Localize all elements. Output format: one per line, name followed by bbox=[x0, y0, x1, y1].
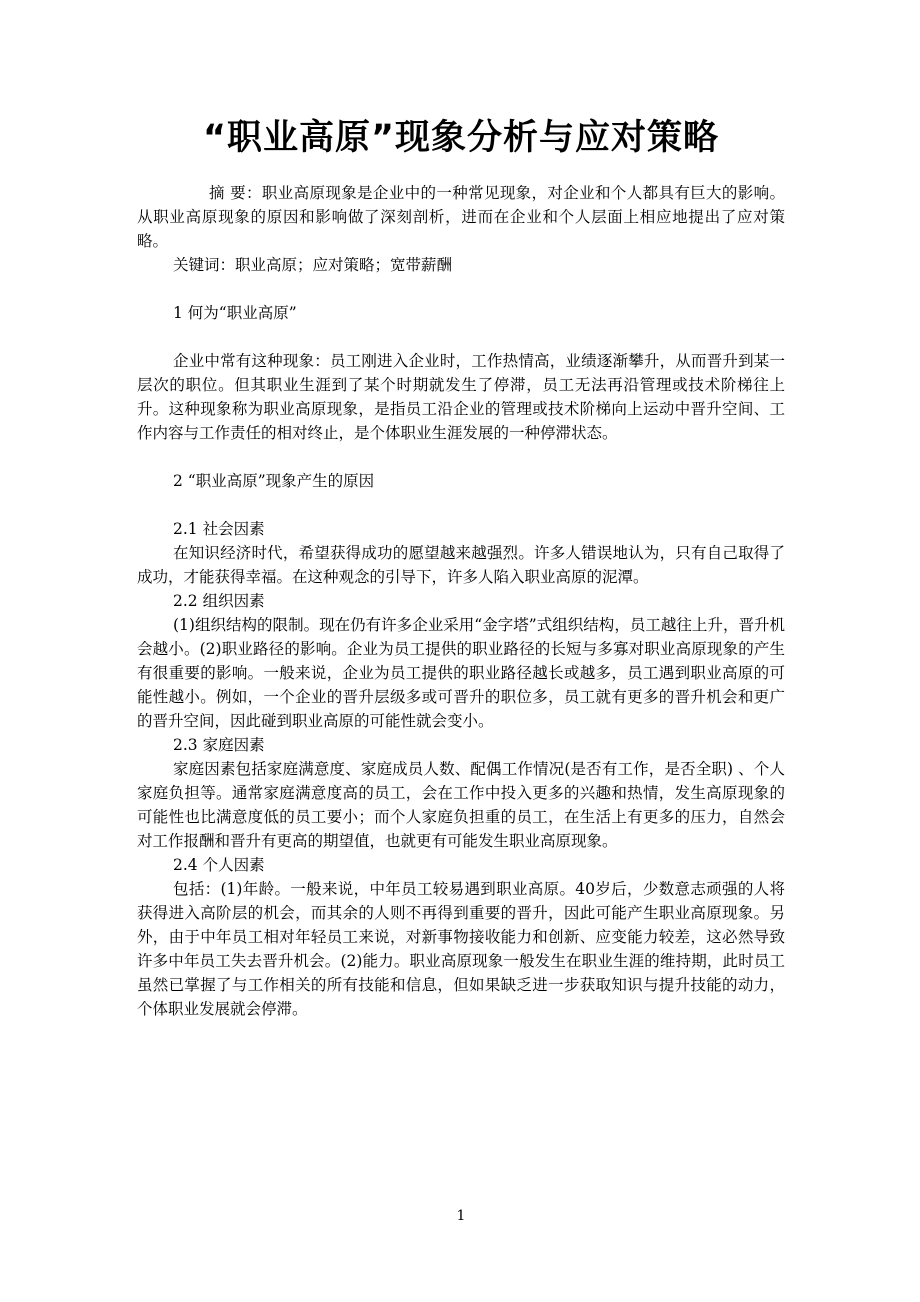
section-2-2-heading: 2.2 组织因素 bbox=[173, 592, 265, 610]
section-2-1-heading: 2.1 社会因素 bbox=[173, 520, 265, 538]
section-1-paragraph: 企业中常有这种现象：员工刚进入企业时，工作热情高，业绩逐渐攀升，从而晋升到某一层次的职位。但其职业生涯到了某个时期就发生了停滞，员工无法再沿管理或技术阶梯往上升。这种现象称为职业高原现象，是指员工沿企业的管理或技术阶梯向上运动中晋升空间、工作内容与工作责任的相对终止，是个体职业生涯发展的一种停滞状态。 bbox=[137, 352, 785, 442]
section-2-1-paragraph: 在知识经济时代，希望获得成功的愿望越来越强烈。许多人错误地认为，只有自己取得了成功，才能获得幸福。在这种观念的引导下，许多人陷入职业高原的泥潭。 bbox=[137, 544, 785, 586]
section-2-3-heading: 2.3 家庭因素 bbox=[173, 736, 265, 754]
section-1-heading: 1 何为“职业高原” bbox=[173, 304, 297, 322]
keywords-line: 关键词：职业高原；应对策略；宽带薪酬 bbox=[173, 256, 453, 274]
document-title: “职业高原”现象分析与应对策略 bbox=[202, 118, 719, 158]
spacer bbox=[137, 277, 785, 301]
section-2-4-paragraph: 包括：(1)年龄。一般来说，中年员工较易遇到职业高原。40岁后，少数意志顽强的人将获得进入高阶层的机会，而其余的人则不再得到重要的晋升，因此可能产生职业高原现象。另外，由于中年员工相对年轻员工来说，对新事物接收能力和创新、应变能力较差，这必然导致许多中年员工失去晋升机会。(2)能力。职业高原现象一般发生在职业生涯的维持期，此时员工虽然已掌握了与工作相关的所有技能和信息，但如果缺乏进一步获取知识与提升技能的动力，个体职业发展就会停滞。 bbox=[137, 880, 785, 1018]
spacer bbox=[137, 445, 785, 469]
section-2-3-paragraph: 家庭因素包括家庭满意度、家庭成员人数、配偶工作情况(是否有工作，是否全职) 、个人家庭负担等。通常家庭满意度高的员工，会在工作中投入更多的兴趣和热情，发生高原现象的可能性也比满意度低的员工要小；而个人家庭负担重的员工，在生活上有更多的压力，自然会对工作报酬和晋升有更高的期望值，也就更有可能发生职业高原现象。 bbox=[137, 760, 785, 850]
document-body bbox=[137, 181, 785, 1021]
page-number: 1 bbox=[456, 1208, 466, 1224]
abstract-paragraph: 摘 要：职业高原现象是企业中的一种常见现象，对企业和个人都具有巨大的影响。从职业高原现象的原因和影响做了深刻剖析，进而在企业和个人层面上相应地提出了应对策略。 bbox=[137, 184, 785, 250]
spacer bbox=[137, 493, 785, 517]
section-2-4-heading: 2.4 个人因素 bbox=[173, 856, 265, 874]
section-2-2-paragraph: (1)组织结构的限制。现在仍有许多企业采用“金字塔”式组织结构，员工越往上升，晋升机会越小。(2)职业路径的影响。企业为员工提供的职业路径的长短与多寡对职业高原现象的产生有很重要的影响。一般来说，企业为员工提供的职业路径越长或越多，员工遇到职业高原的可能性越小。例如，一个企业的晋升层级多或可晋升的职位多，员工就有更多的晋升机会和更广的晋升空间，因此碰到职业高原的可能性就会变小。 bbox=[137, 616, 785, 730]
section-2-heading: 2 “职业高原”现象产生的原因 bbox=[173, 472, 375, 490]
spacer bbox=[137, 325, 785, 349]
